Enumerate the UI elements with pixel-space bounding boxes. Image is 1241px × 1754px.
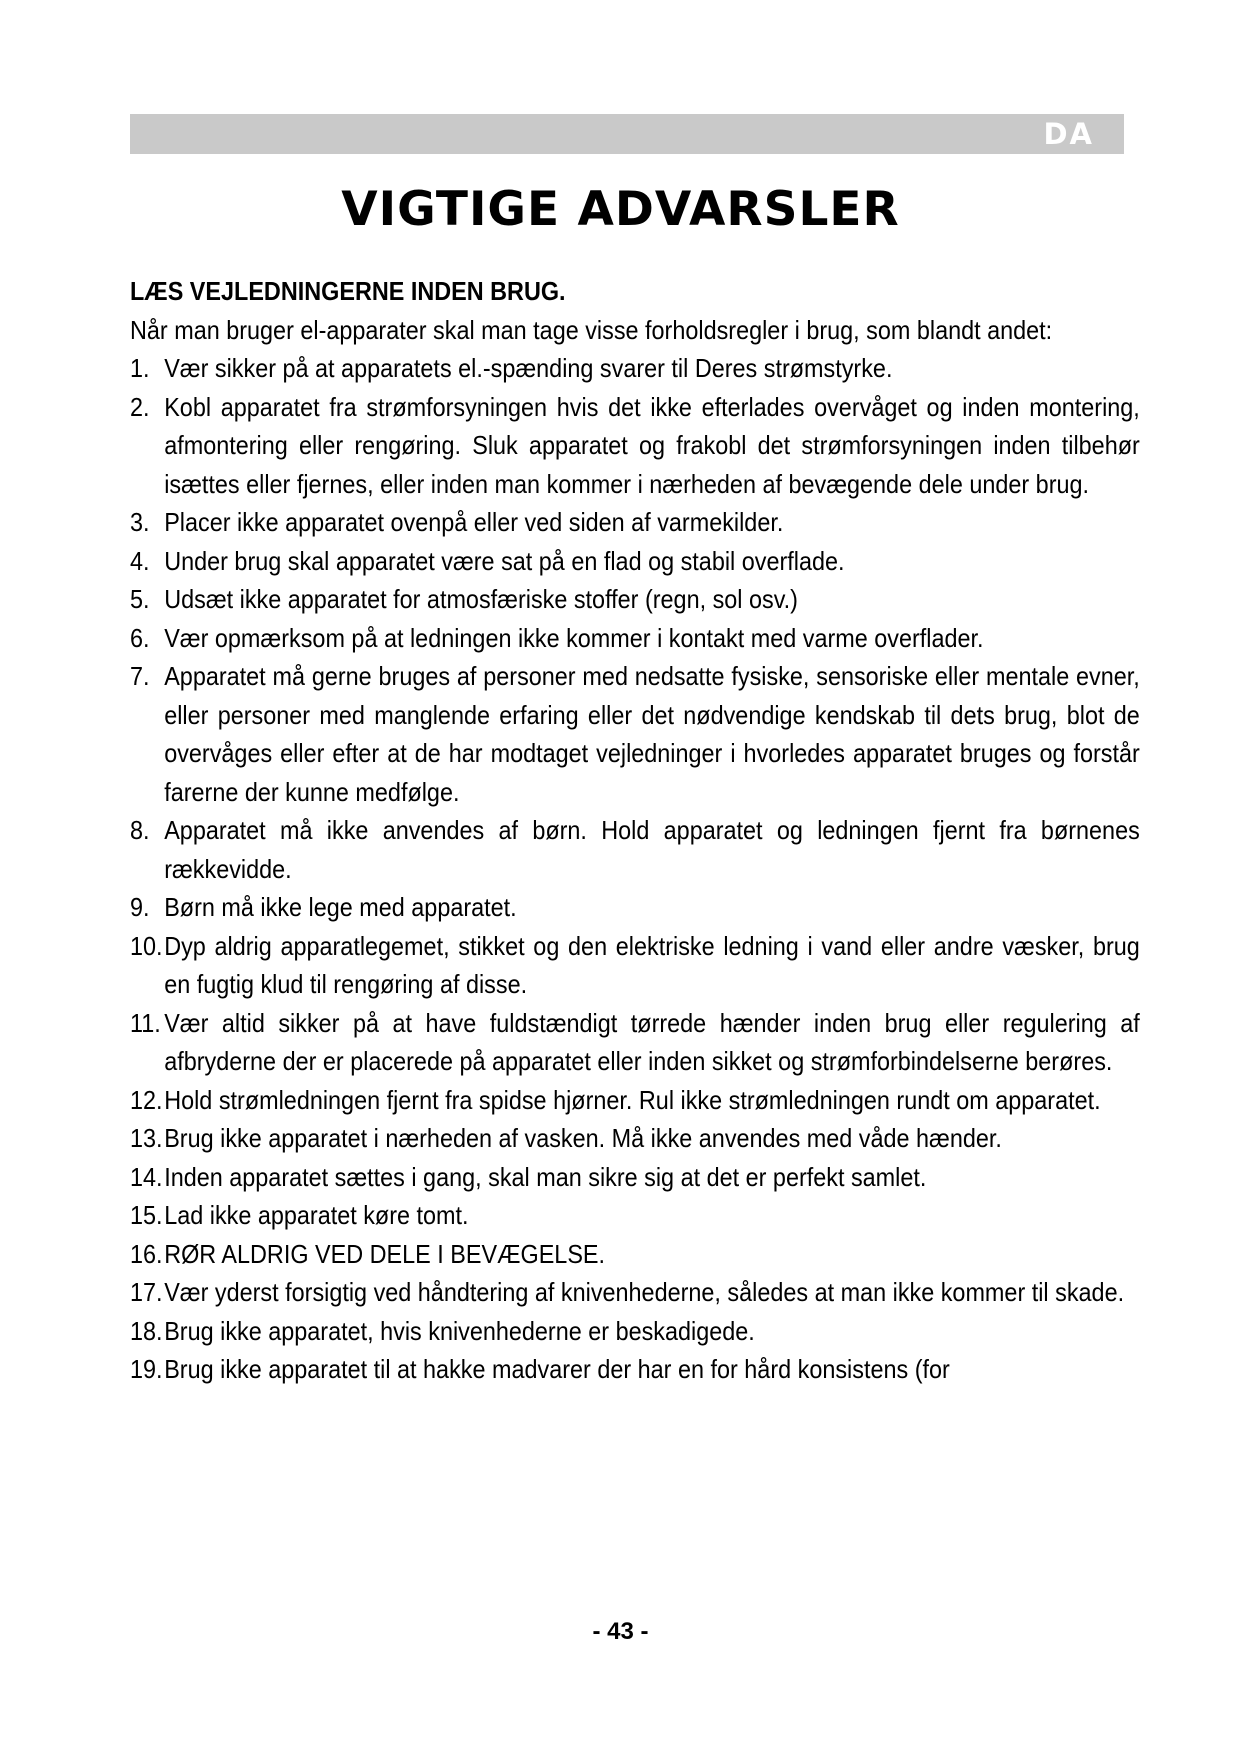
intro-paragraph: Når man bruger el-apparater skal man tage visse forholdsregler i brug, som blandt andet: — [130, 314, 1053, 345]
item-text: Børn må ikke lege med apparatet. — [164, 892, 517, 922]
item-text: Vær opmærksom på at ledningen ikke kommer i kontakt med varme overflader. — [164, 622, 984, 653]
list-item — [130, 657, 1140, 811]
item-text: Lad ikke apparatet køre tomt. — [164, 1200, 469, 1230]
item-text: Vær yderst forsigtig ved håndtering af knivenhederne, således at man ikke kommer til skade. — [164, 1277, 1125, 1307]
item-number: 19. — [130, 1354, 163, 1384]
subtitle: LÆS VEJLEDNINGERNE INDEN BRUG. — [130, 276, 566, 306]
item-text: Vær sikker på at apparatets el.-spænding svarer til Deres strømstyrke. — [164, 353, 893, 383]
list-item — [130, 542, 1140, 581]
item-number: 2. — [130, 391, 150, 422]
list-item — [130, 1004, 1140, 1081]
warnings-content — [130, 272, 1140, 1389]
item-number: 6. — [130, 622, 150, 653]
item-text: Brug ikke apparatet til at hakke madvarer der har en for hård konsistens (for — [164, 1354, 950, 1384]
list-item — [130, 1312, 1140, 1351]
item-text: Kobl apparatet fra strømforsyningen hvis det ikke efterlades overvåget og inden montering, afmontering eller rengøring. Sluk apparatet og frakobl det strømforsyningen inden tilbehør isættes eller fjernes, eller inden man kommer i nærheden af bevægende dele under brug. — [164, 391, 1140, 499]
list-item — [130, 888, 1140, 927]
item-number: 1. — [130, 353, 150, 383]
warnings-list — [130, 349, 1140, 1389]
list-item — [130, 1350, 1140, 1389]
item-text: Under brug skal apparatet være sat på en flad og stabil overflade. — [164, 545, 845, 576]
list-item — [130, 503, 1140, 542]
list-item — [130, 1119, 1140, 1158]
language-code: DA — [1043, 117, 1094, 151]
item-text: Placer ikke apparatet ovenpå eller ved siden af varmekilder. — [164, 507, 784, 537]
item-number: 16. — [130, 1238, 163, 1269]
item-text: Apparatet må gerne bruges af personer med nedsatte fysiske, sensoriske eller mentale evner, eller personer med manglende erfaring eller det nødvendige kendskab til dets brug, blot de overvåges eller efter at de har modtaget vejledninger i hvorledes apparatet bruges og forstår farerne der kunne medfølge. — [164, 661, 1140, 807]
item-text: Dyp aldrig apparatlegemet, stikket og den elektriske ledning i vand eller andre væsker, brug en fugtig klud til rengøring af disse. — [164, 930, 1140, 999]
list-item — [130, 1196, 1140, 1235]
item-number: 14. — [130, 1161, 163, 1192]
list-item — [130, 1273, 1140, 1312]
item-number: 4. — [130, 545, 150, 576]
item-number: 3. — [130, 507, 150, 537]
item-number: 13. — [130, 1123, 163, 1153]
page-number: - 43 - — [592, 1618, 649, 1645]
list-item — [130, 619, 1140, 658]
item-text: Udsæt ikke apparatet for atmosfæriske stoffer (regn, sol osv.) — [164, 584, 798, 614]
item-number: 15. — [130, 1200, 163, 1230]
item-number: 10. — [130, 930, 163, 961]
item-number: 11. — [130, 1007, 161, 1038]
item-number: 9. — [130, 892, 150, 922]
item-text: Brug ikke apparatet i nærheden af vasken. Må ikke anvendes med våde hænder. — [164, 1123, 1002, 1153]
item-number: 8. — [130, 815, 150, 845]
list-item — [130, 388, 1140, 504]
item-text: Vær altid sikker på at have fuldstændigt tørrede hænder inden brug eller regulering af afbryderne der er placerede på apparatet eller inden sikket og strømforbindelserne berøres. — [164, 1007, 1140, 1076]
item-number: 7. — [130, 661, 150, 691]
item-text: Brug ikke apparatet, hvis knivenhederne er beskadigede. — [164, 1315, 755, 1346]
language-bar — [130, 114, 1124, 154]
list-item — [130, 580, 1140, 619]
list-item — [130, 1235, 1140, 1274]
list-item — [130, 1081, 1140, 1120]
item-number: 18. — [130, 1315, 163, 1346]
list-item — [130, 927, 1140, 1004]
list-item — [130, 1158, 1140, 1197]
item-text: Hold strømledningen fjernt fra spidse hjørner. Rul ikke strømledningen rundt om apparatet. — [164, 1084, 1101, 1115]
item-number: 5. — [130, 584, 150, 614]
item-text: Apparatet må ikke anvendes af børn. Hold apparatet og ledningen fjernt fra børnenes rækkevidde. — [164, 815, 1140, 884]
item-number: 12. — [130, 1084, 163, 1115]
item-text: Inden apparatet sættes i gang, skal man sikre sig at det er perfekt samlet. — [164, 1161, 927, 1192]
item-text: RØR ALDRIG VED DELE I BEVÆGELSE. — [164, 1238, 606, 1269]
item-number: 17. — [130, 1277, 163, 1307]
list-item — [130, 349, 1140, 388]
page-title: VIGTIGE ADVARSLER — [341, 182, 900, 237]
list-item — [130, 811, 1140, 888]
